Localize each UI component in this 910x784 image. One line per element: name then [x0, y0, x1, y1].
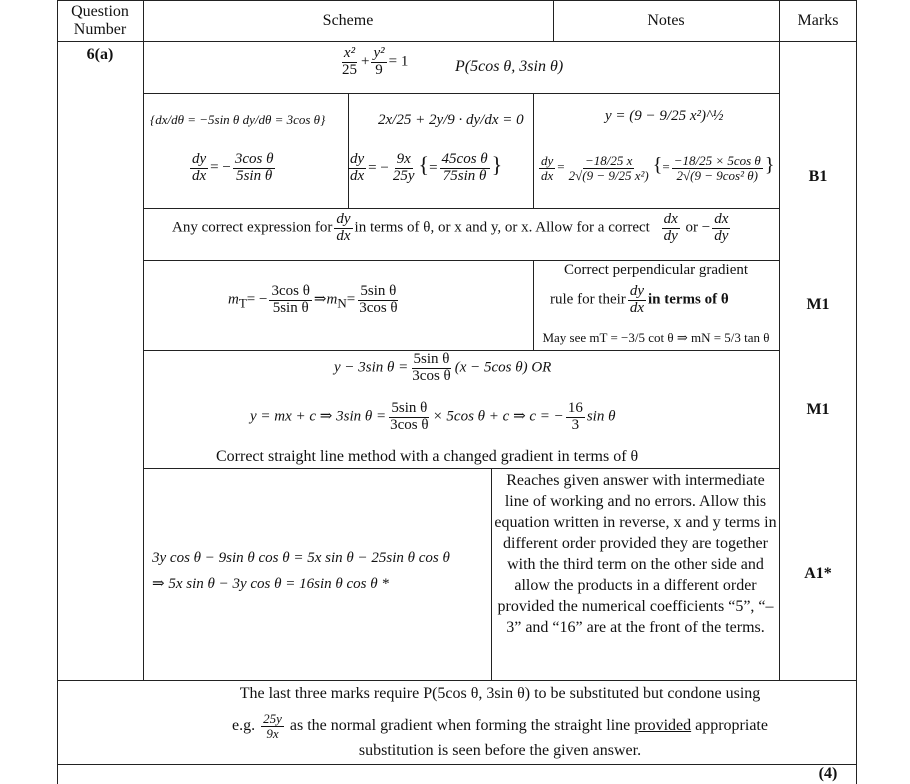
explicit-gradient: $\frac{dy}{dx}$ = $\frac{-18/25 x}{\text{2√(9 − 9/25 x²)}}$ {= $\frac{\text{−18/25 × 5cos θ}}{\text{2√(9 − 9cos² θ)}}$ }	[541, 153, 775, 183]
note-given-answer: Reaches given answer with intermediate line of working and no errors. Allow this equation written in reverse, x and y terms in different order provided they are together with the third term on the other side and allow the products in a different order provided the numerical coefficients “5”, “–3” and “16” are at the front of the terms.	[494, 472, 777, 636]
mn-sub: N	[337, 295, 347, 311]
question-number: 6(a)	[86, 46, 114, 63]
rule-row5	[143, 468, 779, 469]
any-correct-expression	[172, 212, 732, 245]
note-provided: provided	[634, 716, 692, 734]
note-may-see: May see mT = −3/5 cot θ ⇒ mN = 5/3 tan θ	[542, 330, 770, 345]
note-appropriate: appropriate	[695, 716, 768, 734]
param-dx: dx	[192, 167, 207, 184]
mn-symbol: m	[326, 291, 338, 308]
rule-row4	[143, 350, 779, 351]
general-note-line1: The last three marks require P(5cos θ, 3sin θ) to be substituted but condone using	[239, 685, 761, 702]
note-dx: dx	[629, 299, 644, 316]
implicit-dx: dx	[350, 168, 365, 185]
mt-symbol: m	[228, 291, 239, 308]
row3-dy-a: dy	[336, 211, 351, 227]
header-notes: Notes	[647, 12, 685, 29]
implicit-sub-den: 75sin θ	[442, 168, 487, 185]
rule-row2	[143, 208, 779, 209]
row3-minus: −	[701, 219, 711, 236]
line1-num: 5sin θ	[413, 351, 450, 367]
rule-right	[856, 0, 857, 784]
point-p: P(5cos θ, 3sin θ)	[455, 58, 564, 75]
mt-eq: = −	[246, 291, 268, 308]
ellipse-9: 9	[375, 61, 383, 78]
mt-den: 5sin θ	[272, 299, 309, 316]
ellipse-equation: $\frac{\text{x²}}{25}$ + $\frac{\text{y²}}{9}$ = 1	[342, 45, 409, 78]
line2-b: × 5cos θ + c ⇒ c = −	[432, 408, 564, 425]
explicit-num: −18/25 x	[584, 153, 633, 168]
rule-header	[57, 41, 857, 42]
total-marks: (4)	[818, 765, 838, 782]
row3-dx-b: dx	[663, 211, 678, 227]
mn-eq: =	[346, 291, 356, 308]
rule-qnum	[143, 0, 144, 680]
rule-row6-notes	[491, 468, 492, 680]
ellipse-y2: y²	[373, 45, 385, 61]
any-correct-text-a: Any correct expression for	[172, 219, 333, 236]
rule-row3	[143, 260, 779, 261]
ellipse-x2: x²	[343, 45, 356, 61]
mark-b1: B1	[808, 168, 828, 185]
mark-m1-first: M1	[806, 296, 830, 313]
line2-num: 5sin θ	[391, 400, 428, 416]
line-mx-plus-c-method	[250, 401, 615, 434]
mn-den: 3cos θ	[359, 299, 398, 316]
param-gradient	[188, 152, 277, 185]
note-9x: 9x	[266, 725, 279, 741]
line1-a: y − 3sin θ =	[334, 359, 409, 376]
note-perpendicular-line2	[550, 284, 729, 317]
line2-c-num: 16	[567, 400, 583, 416]
param-den: 5sin θ	[236, 167, 273, 184]
explicit-dy: dy	[541, 153, 554, 168]
param-dy: dy	[192, 151, 207, 167]
note-eg: e.g.	[232, 716, 256, 734]
straight-line-caption: Correct straight line method with a changed gradient in terms of θ	[216, 448, 639, 465]
general-note-line3: substitution is seen before the given answer.	[358, 742, 642, 759]
note-25y: 25y	[263, 711, 282, 726]
explicit-sub-num: −18/25 × 5cos θ	[673, 153, 761, 168]
answer-line1: 3y cos θ − 9sin θ cos θ = 5x sin θ − 25sin θ cos θ	[152, 550, 450, 566]
implicit-dy: dy	[350, 151, 365, 168]
param-derivatives: {dx/dθ = −5sin θ dy/dθ = 3cos θ}	[150, 112, 326, 127]
note-their: rule for their	[550, 291, 626, 308]
line-equation-method	[334, 352, 551, 385]
perpendicular-gradient	[228, 284, 402, 317]
note-dy: dy	[629, 283, 644, 299]
rule-row1	[143, 93, 779, 94]
any-correct-text-b: in terms of θ, or x and y, or x. Allow for a correct	[354, 219, 650, 236]
line1-den: 3cos θ	[412, 367, 451, 384]
implicit-num: 9x	[396, 151, 411, 168]
rule-row6	[57, 680, 857, 681]
rule-row2-b	[533, 93, 534, 208]
row3-dx-a: dx	[336, 227, 351, 244]
header-question-number: Question Number	[71, 3, 129, 38]
row3-dx-c: dx	[714, 211, 729, 227]
param-num: 3cos θ	[234, 151, 274, 167]
line2-den: 3cos θ	[390, 416, 429, 433]
ellipse-rhs: = 1	[388, 53, 409, 70]
implicit-sub-num: 45cos θ	[441, 151, 488, 168]
explicit-sub-den: 2√(9 − 9cos² θ)	[676, 167, 758, 183]
explicit-den: 2√(9 − 9/25 x²)	[568, 167, 649, 183]
mark-a1-star: A1*	[804, 565, 832, 582]
line2-c: sin θ	[586, 408, 616, 425]
general-note-line2	[144, 712, 856, 740]
implicit-den: 25y	[392, 168, 415, 185]
note-in-terms: in terms of θ	[647, 291, 729, 308]
implicit-differentiation: 2x/25 + 2y/9 · dy/dx = 0	[378, 112, 524, 128]
mt-sub: T	[238, 295, 247, 311]
rule-top	[57, 0, 857, 1]
mt-num: 3cos θ	[271, 283, 310, 299]
mark-m1-second: M1	[806, 401, 830, 418]
rule-row7	[57, 764, 857, 765]
explicit-form: y = (9 − 9/25 x²)^½	[605, 108, 724, 124]
line2-c-den: 3	[571, 416, 580, 433]
note-perpendicular-line1: Correct perpendicular gradient	[563, 262, 749, 278]
mn-num: 5sin θ	[360, 283, 397, 299]
row3-dy-b: dy	[663, 227, 678, 244]
implicit-gradient: $\frac{dy}{dx}$ = − $\frac{9x}{25y}$ {= $\frac{\text{45cos θ}}{\text{75sin θ}}$ }	[350, 151, 503, 185]
rule-row2-a	[348, 93, 349, 208]
implies-arrow: ⇒	[313, 291, 327, 308]
rule-left	[57, 0, 58, 784]
param-eq: = −	[210, 159, 231, 176]
implicit-eq: = −	[368, 160, 389, 176]
explicit-dx: dx	[541, 167, 554, 183]
line1-b: (x − 5cos θ) OR	[454, 359, 552, 376]
header-scheme: Scheme	[322, 12, 374, 29]
row3-dy-c: dy	[714, 227, 729, 244]
row3-or: or	[685, 219, 699, 236]
line2-a: y = mx + c ⇒ 3sin θ =	[250, 408, 387, 425]
ellipse-25: 25	[342, 61, 357, 78]
answer-line2: ⇒ 5x sin θ − 3y cos θ = 16sin θ cos θ *	[152, 576, 389, 592]
header-marks: Marks	[797, 12, 839, 29]
note-normal-gradient: as the normal gradient when forming the straight line	[289, 716, 631, 734]
